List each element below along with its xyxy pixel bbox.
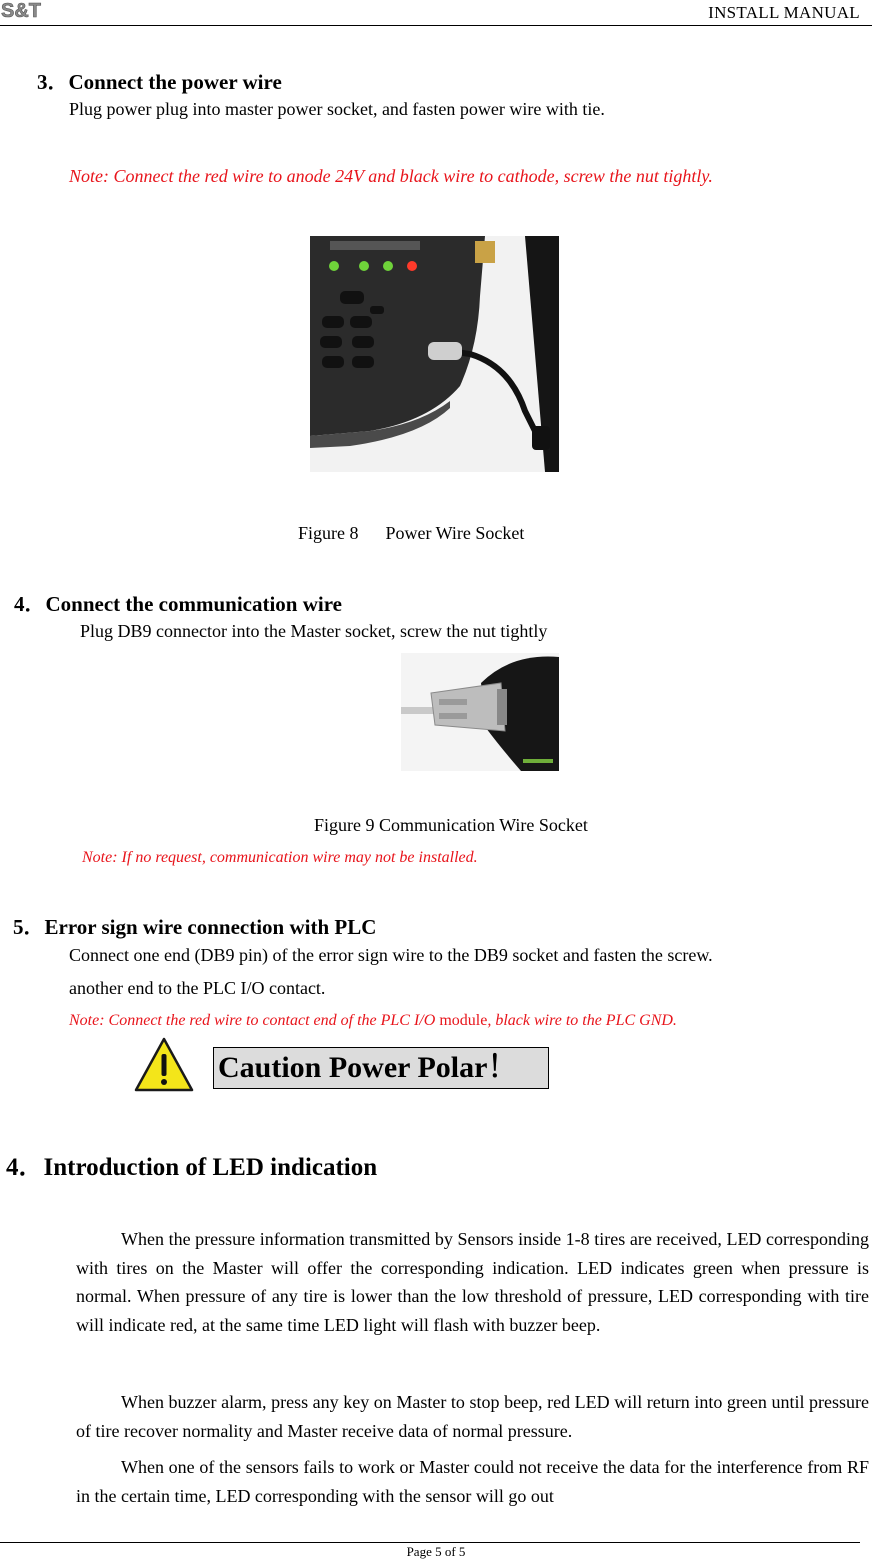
section5-heading: 5．Error sign wire connection with PLC (13, 915, 377, 939)
section4-heading: 4．Connect the communication wire (14, 592, 342, 616)
led-paragraph-1: When the pressure information transmitted by Sensors inside 1-8 tires are received, LED corresponding with tires on the Master will offer the corresponding indication. LED indicates green when pressure is normal. When pressure of any tire is lower than the low threshold of pressure, LED corresponding with tire will indicate red, at the same time LED light will flash with buzzer beep. (76, 1229, 869, 1335)
section5-body-line1: Connect one end (DB9 pin) of the error sign wire to the DB9 socket and fasten the screw. (69, 945, 713, 965)
header-title: INSTALL MANUAL (708, 3, 860, 22)
figure9-caption: Figure 9 Communication Wire Socket (314, 815, 588, 835)
power-wire-socket-photo (310, 236, 559, 472)
footer-rule (0, 1542, 860, 1543)
section5-note: Note: Connect the red wire to contact end of the PLC I/O module, black wire to the PLC GND. (69, 1012, 677, 1029)
led-paragraph-3: When one of the sensors fails to work or Master could not receive the data for the interference from RF in the certain time, LED corresponding with the sensor will go out (76, 1457, 869, 1506)
header-rule (0, 25, 872, 26)
warning-icon (133, 1036, 195, 1094)
svg-text:S&T: S&T (1, 0, 41, 20)
section3-heading: 3．Connect the power wire (37, 70, 282, 94)
page-number: Page 5 of 5 (406, 1544, 466, 1559)
led-paragraph-2: When buzzer alarm, press any key on Master to stop beep, red LED will return into green until pressure of tire recover normality and Master receive data of normal pressure. (76, 1392, 869, 1441)
section3-body: Plug power plug into master power socket, and fasten power wire with tie. (69, 99, 605, 119)
section5-body-line2: another end to the PLC I/O contact. (69, 978, 326, 998)
caution-power-polar-box: Caution Power Polar！ (213, 1047, 549, 1089)
chapter4-heading: 4．Introduction of LED indication (6, 1154, 378, 1181)
company-logo (0, 0, 74, 20)
section4-body: Plug DB9 connector into the Master socket, screw the nut tightly (80, 621, 548, 641)
section3-note: Note: Connect the red wire to anode 24V and black wire to cathode, screw the nut tightly. (69, 166, 713, 186)
section4-note: Note: If no request, communication wire may not be installed. (82, 849, 478, 866)
figure8-caption: Figure 8 Power Wire Socket (298, 523, 525, 543)
communication-wire-socket-photo (401, 653, 559, 771)
